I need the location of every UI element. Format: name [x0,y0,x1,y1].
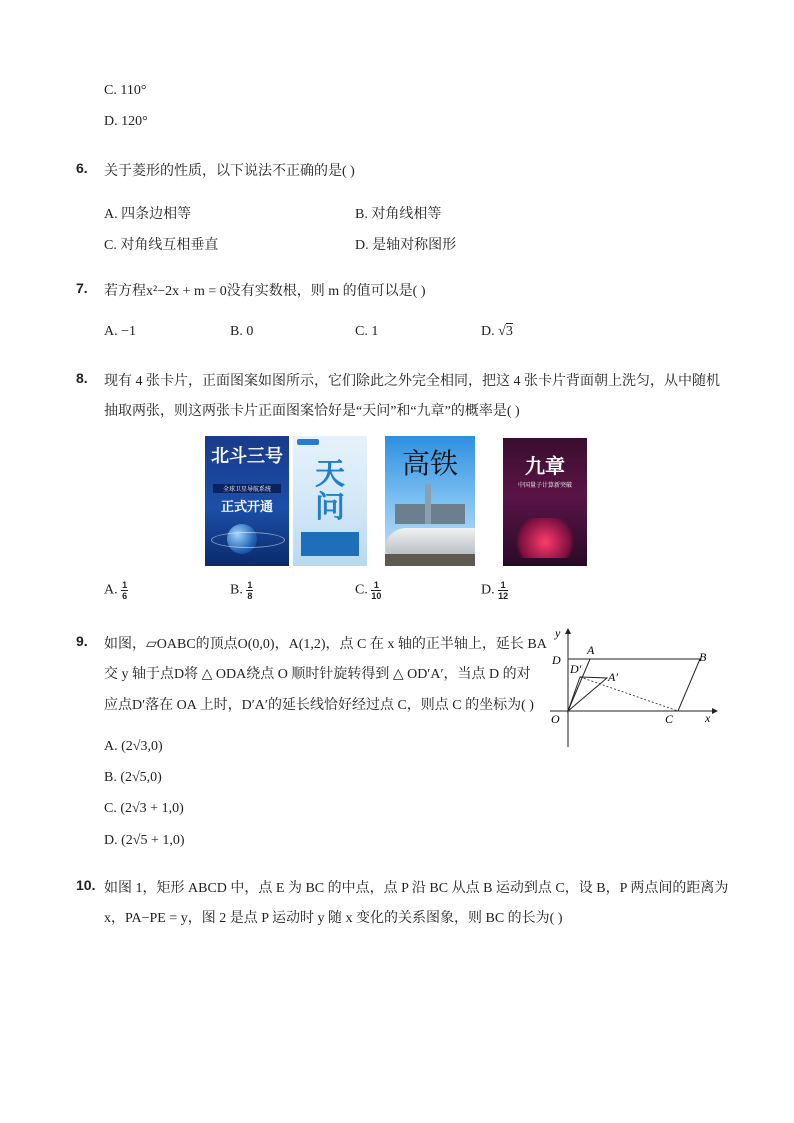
triangle-od-a-prime [568,677,607,711]
q7-option-a: A. −1 [104,324,137,339]
label-o: O [551,712,560,726]
q8-stem-line1: 现有 4 张卡片，正面图案如图所示，它们除此之外完全相同，把这 4 张卡片背面朝上洗匀，从中随机 [104,374,720,389]
q10-stem-line2: x，PA−PE = y，图 2 是点 P 运动时 y 随 x 变化的关系图象，则 BC 的长为( ) [104,911,563,926]
rail-track-icon [385,554,475,566]
card-beidou-main: 正式开通 [220,500,273,515]
q7-stem: 若方程x²−2x + m = 0没有实数根，则 m 的值可以是( ) [104,284,426,299]
q9-stem-line2: 交 y 轴于点D将 △ ODA绕点 O 顺时针旋转得到 △ OD′A′，当点 D 的对 [104,667,531,682]
q8-stem-line2: 抽取两张，则这两张卡片正面图案恰好是“天问”和“九章”的概率是( ) [104,404,520,419]
label-x: x [705,711,711,725]
card-beidou-title: 北斗三号 [211,446,283,467]
q7-option-b: B. 0 [230,324,254,339]
q10-stem-line1: 如图 1，矩形 ABCD 中，点 E 为 BC 的中点，点 P 沿 BC 从点 B 运动到点 C，设 B，P 两点间的距离为 [104,881,729,896]
orbit-ring-icon [211,532,285,548]
q5-option-c: C. 110° [104,83,147,98]
card-gaotie [385,436,475,566]
parallelogram-oabc [568,659,700,711]
q9-option-d: D. (2√5 + 1,0) [104,833,185,848]
train-icon [385,528,475,554]
q6-option-d: D. 是轴对称图形 [355,238,457,253]
q7-option-c: C. 1 [355,324,379,339]
q9-stem-line3: 应点D′落在 OA 上时，D′A′的延长线恰好经过点 C，则点 C 的坐标为( ) [104,698,534,713]
label-d: D [552,653,561,667]
card-jiuzhang-subtitle: 中国量子计算新突破 [517,483,572,489]
q6-option-b: B. 对角线相等 [355,207,442,222]
q8-option-d: D. $\frac{1}{12}$ [481,580,509,601]
label-a-prime: A′ [608,670,618,684]
card-tianwen-title: 天问 [315,457,345,525]
label-d-prime: D′ [570,662,582,676]
label-c: C [665,712,674,726]
label-a: A [587,643,595,657]
q8-option-a: A. $\frac{1}{6}$ [104,580,128,601]
card-gaotie-title: 高铁 [401,447,458,480]
q9-geometry-figure [545,625,725,750]
q7-number: 7. [76,280,88,296]
q8-option-c: C. $\frac{1}{10}$ [355,580,382,601]
q8-number: 8. [76,370,88,386]
q6-option-c: C. 对角线互相垂直 [104,238,219,253]
tower-icon [425,484,431,524]
extension-line [580,677,678,711]
label-y: y [555,626,561,640]
card-jiuzhang [503,438,587,566]
q6-option-a: A. 四条边相等 [104,207,192,222]
quantum-light-icon [511,518,579,558]
q10-number: 10. [76,877,96,893]
q9-number: 9. [76,633,88,649]
q8-option-b: B. $\frac{1}{8}$ [230,580,253,601]
q9-stem-line1: 如图，▱OABC的顶点O(0,0)，A(1,2)，点 C 在 x 轴的正半轴上，延长 BA [104,637,547,652]
q9-option-c: C. (2√3 + 1,0) [104,801,184,816]
q9-option-a: A. (2√3,0) [104,739,163,754]
sqrt-sign: √ [498,324,506,339]
q5-option-d: D. 120° [104,114,148,129]
card-jiuzhang-title: 九章 [525,454,565,478]
logo-badge-icon [297,439,319,445]
card-beidou [205,436,289,566]
card-tianwen [293,436,367,566]
q9-option-b: B. (2√5,0) [104,770,162,785]
q6-stem: 关于菱形的性质，以下说法不正确的是( ) [104,164,355,179]
card-tianwen-textblock [301,532,359,556]
label-b: B [699,650,707,664]
q6-number: 6. [76,160,88,176]
card-beidou-subtitle: 全球卫星导航系统 [213,484,281,493]
q7-option-d: D. √3 [481,324,513,339]
